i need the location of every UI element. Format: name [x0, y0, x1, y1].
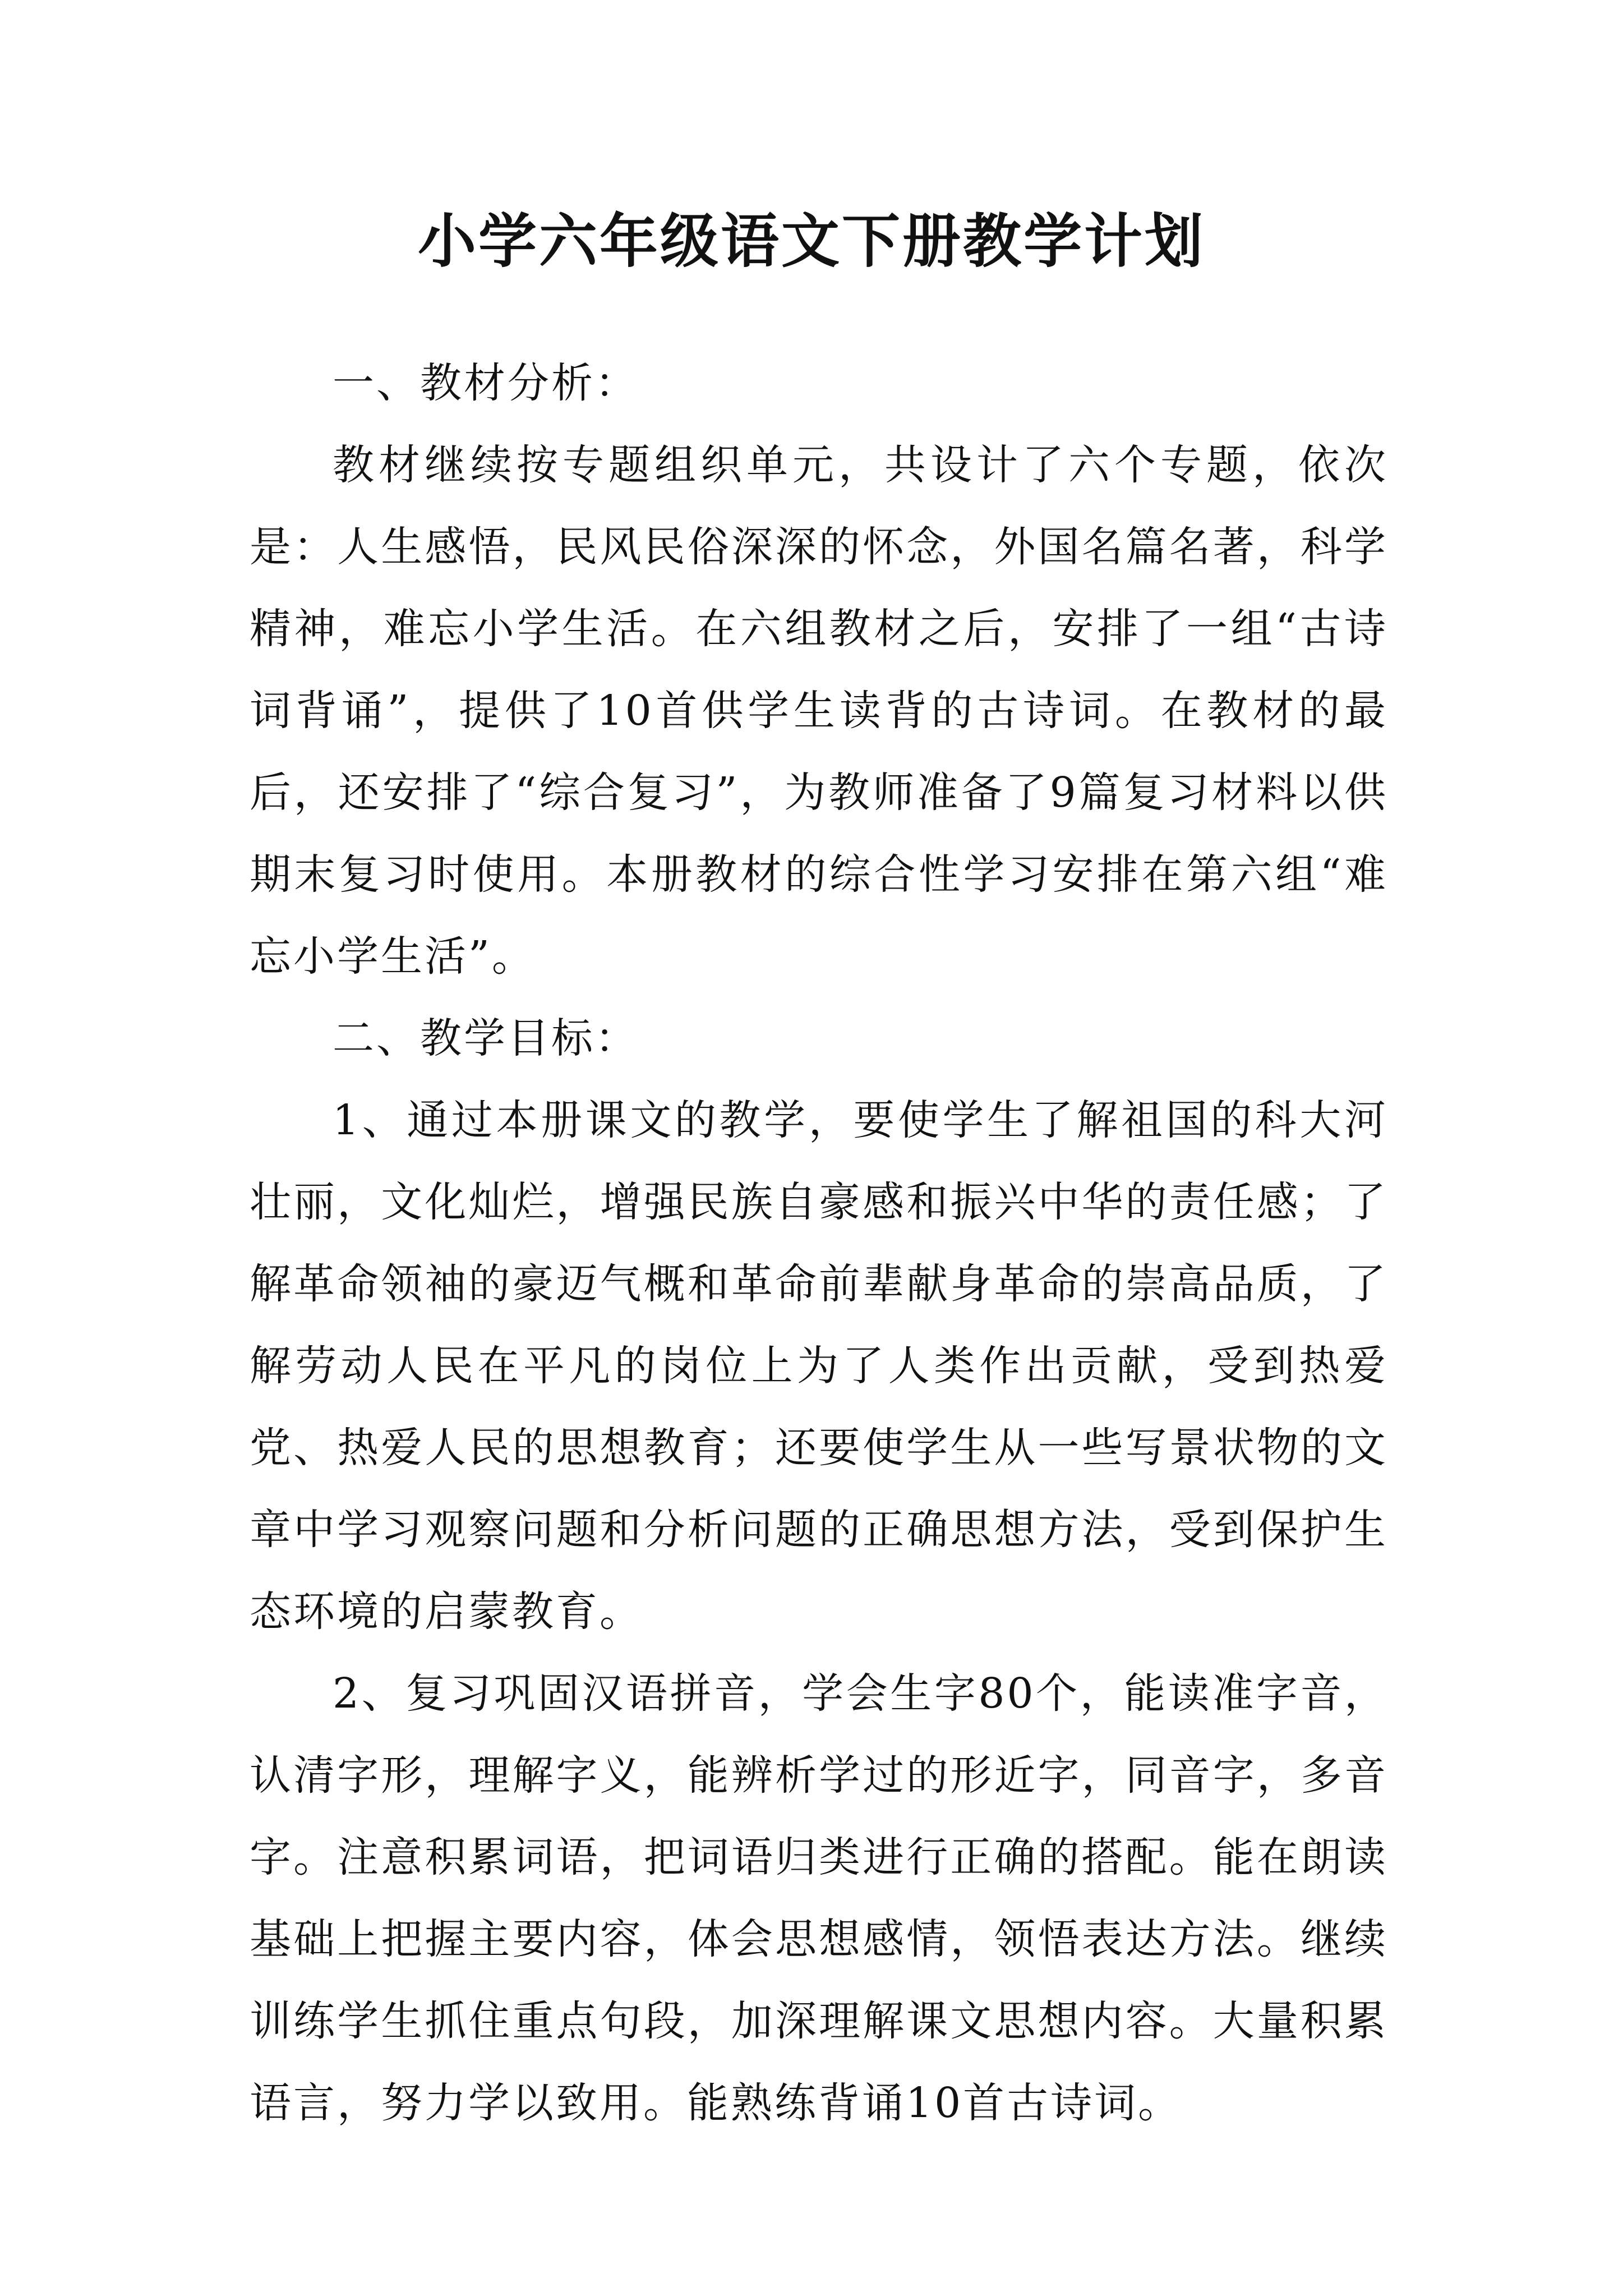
section-heading-teaching-goals: 二、教学目标：: [333, 1014, 639, 1062]
paragraph-textbook-analysis: 教材继续按专题组织单元，共设计了六个专题，依次是：人生感悟，民风民俗深深的怀念，外国名篇名著，科学精神，难忘小学生活。在六组教材之后，安排了一组“古诗词背诵”，提供了10首供学生读背的古诗词。在教材的最后，还安排了“综合复习”，为教师准备了9篇复习材料以供期末复习时使用。本册教材的综合性学习安排在第六组“难忘小学生活”。: [250, 441, 1388, 981]
document-body: [250, 342, 1388, 2144]
paragraph-goal-2: 2、复习巩固汉语拼音，学会生字80个，能读准字音，认清字形，理解字义，能辨析学过的形近字，同音字，多音字。注意积累词语，把词语归类进行正确的搭配。能在朗读基础上把握主要内容，体会思想感情，领悟表达方法。继续训练学生抓住重点句段，加深理解课文思想内容。大量积累语言，努力学以致用。能熟练背诵10首古诗词。: [250, 1669, 1388, 2127]
section-heading-textbook-analysis: 一、教材分析：: [333, 359, 639, 407]
document-title: 小学六年级语文下册教学计划: [417, 206, 1205, 275]
paragraph-goal-1: 1、通过本册课文的教学，要使学生了解祖国的科大河壮丽，文化灿烂，增强民族自豪感和振兴中华的责任感；了解革命领袖的豪迈气概和革命前辈献身革命的崇高品质，了解劳动人民在平凡的岗位上为了人类作出贡献，受到热爱党、热爱人民的思想教育；还要使学生从一些写景状物的文章中学习观察问题和分析问题的正确思想方法，受到保护生态环境的启蒙教育。: [250, 1096, 1388, 1636]
